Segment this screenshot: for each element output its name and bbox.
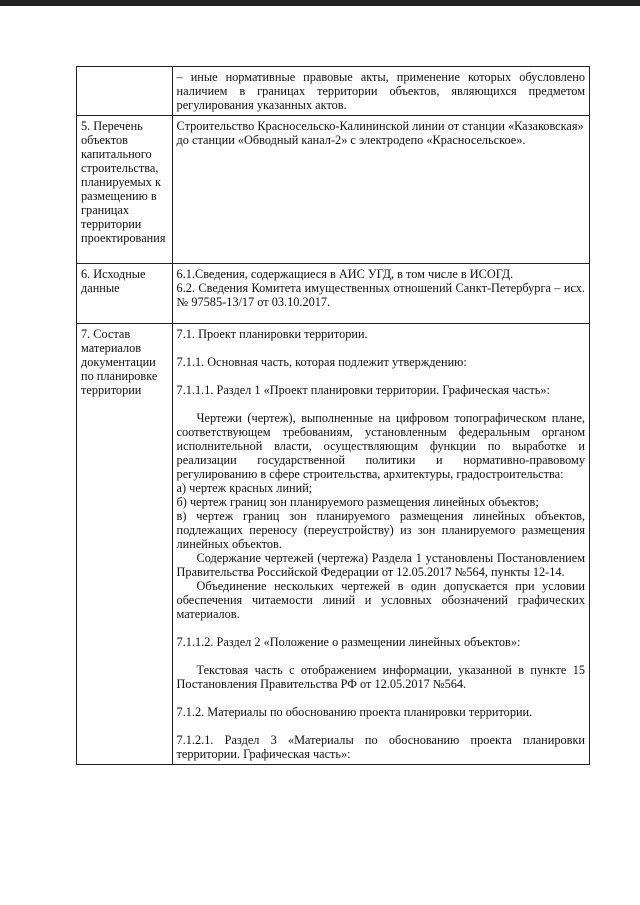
row-label (77, 67, 173, 116)
row-content (172, 116, 589, 264)
top-border-line (0, 0, 640, 6)
list-item: б) чертеж границ зон планируемого размещения линейных объектов; (176, 495, 539, 509)
list-item: а) чертеж красных линий; (176, 481, 313, 495)
row-content (172, 264, 589, 324)
table-row (77, 264, 590, 324)
row-content (172, 67, 589, 116)
paragraph: Чертежи (чертеж), выполненные на цифровом топографическом плане, соответствующем требованиям, установленным федеральным органом исполнительной власти, осуществляющим функции по выработке и реализации государственной политики и нормативно-правовому регулированию в сфере строительства, архитектуры, градостроительства: (176, 411, 585, 481)
paragraph: 7.1.2.1. Раздел 3 «Материалы по обоснованию проекта планировки территории. Графическая часть»: (176, 733, 585, 761)
paragraph: 6.2. Сведения Комитета имущественных отношений Санкт-Петербурга – исх. № 97585-13/17 от 03.10.2017. (176, 281, 585, 309)
paragraph: Объединение нескольких чертежей в один допускается при условии обеспечения читаемости линий и условных обозначений графических материалов. (176, 579, 585, 621)
list-item: в) чертеж границ зон планируемого размещения линейных объектов, подлежащих переносу (переустройству) из зон планируемого размещения линейных объектов. (176, 509, 585, 551)
paragraph: 6.1.Сведения, содержащиеся в АИС УГД, в том числе в ИСОГД. (176, 267, 514, 281)
paragraph: – иные нормативные правовые акты, применение которых обусловлено наличием в границах территории объектов, являющихся предметом регулирования указанных актов. (176, 70, 585, 112)
paragraph: 7.1. Проект планировки территории. (176, 327, 368, 341)
row-label: 5. Перечень объектов капитального строительства, планируемых к размещению в границах территории проектирования (77, 116, 173, 264)
paragraph: Содержание чертежей (чертежа) Раздела 1 установлены Постановлением Правительства Российской Федерации от 12.05.2017 №564, пункты 12-14. (176, 551, 585, 579)
paragraph: 7.1.1. Основная часть, которая подлежит утверждению: (176, 355, 467, 369)
row-content (172, 324, 589, 765)
paragraph: Текстовая часть с отображением информации, указанной в пункте 15 Постановления Правительства РФ от 12.05.2017 №564. (176, 663, 585, 691)
document-table (76, 66, 590, 765)
row-label: 7. Состав материалов документации по планировке территории (77, 324, 173, 765)
paragraph: 7.1.1.2. Раздел 2 «Положение о размещении линейных объектов»: (176, 635, 521, 649)
paragraph: Строительство Красносельско-Калининской линии от станции «Казаковская» до станции «Обводный канал-2» с электродепо «Красносельское». (176, 119, 584, 147)
row-label: 6. Исходные данные (77, 264, 173, 324)
table-row (77, 116, 590, 264)
paragraph: 7.1.1.1. Раздел 1 «Проект планировки территории. Графическая часть»: (176, 383, 550, 397)
table-row (77, 67, 590, 116)
paragraph: 7.1.2. Материалы по обоснованию проекта планировки территории. (176, 705, 533, 719)
table-row (77, 324, 590, 765)
